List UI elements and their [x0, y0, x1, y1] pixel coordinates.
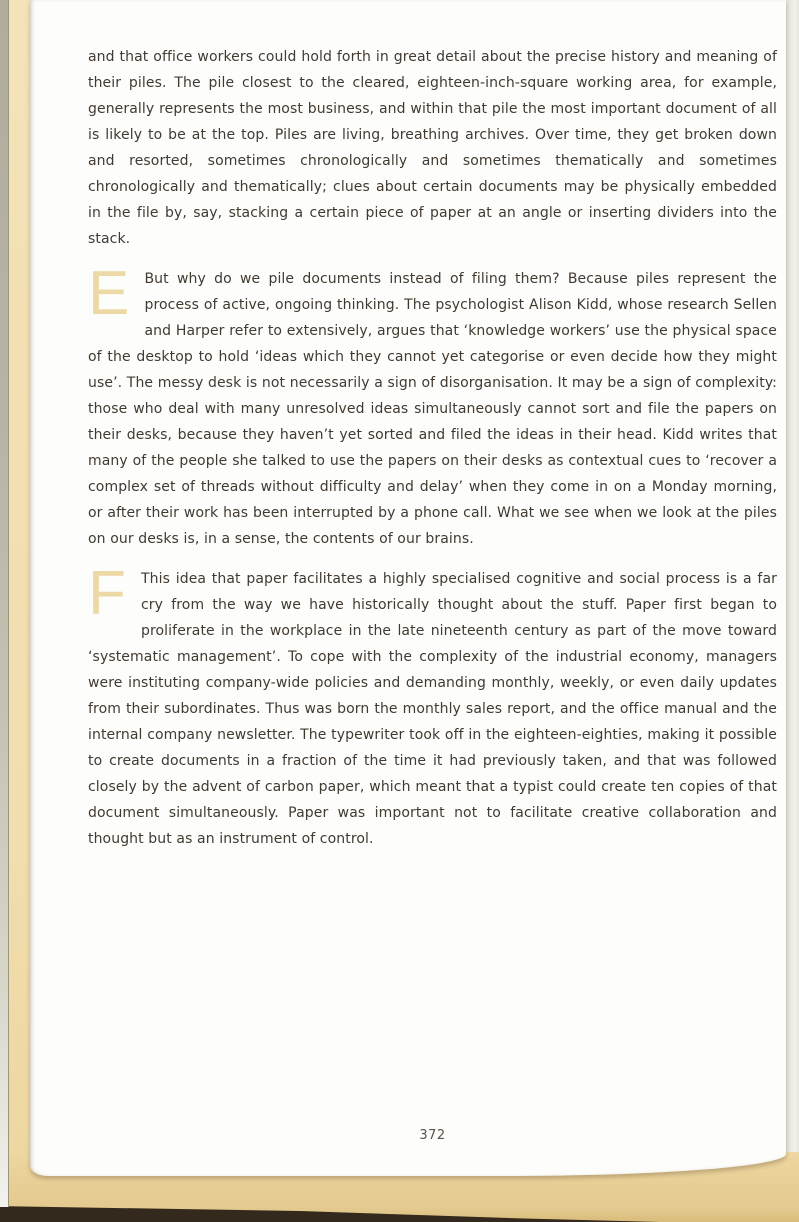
book-page — [30, 0, 786, 1176]
paragraph-text: But why do we pile documents instead of filing them? Because piles represent the process of active, ongoing thinking. The psychologist Alison Kidd, whose research Sellen and Harper refer to extensively, argues that ‘knowledge workers’ use the physical space of the desktop to hold ‘ideas which they cannot yet categorise or even decide how they might use’. The messy desk is not necessarily a sign of disorganisation. It may be a sign of complexity: those who deal with many unresolved ideas simultaneously cannot sort and file the papers on their desks, because they haven’t yet sorted and filed the ideas in their head. Kidd writes that many of the people she talked to use the papers on their desks as contextual cues to ‘recover a complex set of threads without difficulty and delay’ when they come in on a Monday morning, or after their work has been interrupted by a phone call. What we see when we look at the piles on our desks is, in a sense, the contents of our brains. — [88, 271, 777, 547]
paragraph-text: This idea that paper facilitates a highly specialised cognitive and social process is a far cry from the way we have historically thought about the stuff. Paper first began to proliferate in the workplace in the late nineteenth century as part of the move toward ‘systematic management’. To cope with the complexity of the industrial economy, managers were instituting company-wide policies and demanding monthly, weekly, or even daily updates from their subordinates. Thus was born the monthly sales report, and the office manual and the internal company newsletter. The typewriter took off in the eighteen-eighties, making it possible to create documents in a fraction of the time it had previously taken, and that was followed closely by the advent of carbon paper, which meant that a typist could create ten copies of that document simultaneously. Paper was important not to facilitate creative collaboration and thought but as an instrument of control. — [88, 571, 777, 847]
text-column — [88, 44, 777, 852]
page-stack-edge-left — [0, 0, 9, 1207]
paragraph-text: and that office workers could hold forth in great detail about the precise history and meaning of their piles. The pile closest to the cleared, eighteen-inch-square working area, for example, generally represents the most business, and within that pile the most important document of all is likely to be at the top. Piles are living, breathing archives. Over time, they get broken down and resorted, sometimes chronologically and sometimes thematically and sometimes chronologically and thematically; clues about certain documents may be physically embedded in the file by, say, stacking a certain piece of paper at an angle or inserting dividers into the stack. — [88, 49, 777, 247]
paragraph — [88, 559, 777, 852]
drop-cap-letter: F — [88, 559, 126, 628]
paragraph — [88, 44, 777, 252]
page-number: 372 — [419, 1128, 446, 1143]
paragraph — [88, 259, 777, 552]
page-edge-right — [785, 0, 799, 1152]
drop-cap-letter: E — [88, 259, 130, 328]
